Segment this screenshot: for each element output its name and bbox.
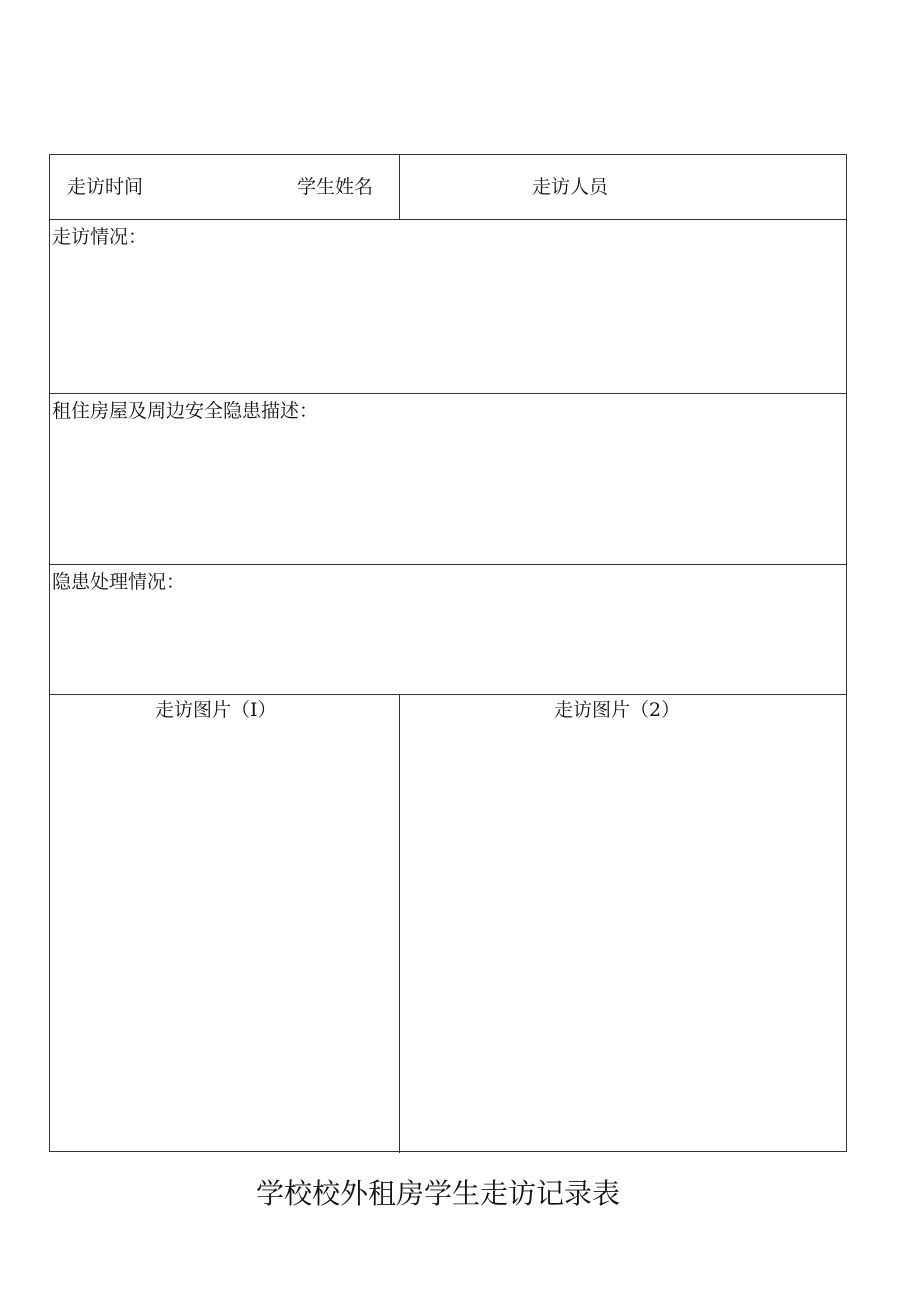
header-divider <box>399 155 400 219</box>
photos-row <box>50 694 846 1153</box>
student-name-label: 学生姓名 <box>297 176 374 198</box>
header-row <box>50 155 846 219</box>
visit-situation-label: 走访情况： <box>52 226 148 248</box>
photo-1-label: 走访图片（I） <box>155 699 277 721</box>
hazard-handling-section[interactable] <box>50 564 846 694</box>
photo-2-label: 走访图片（2） <box>554 699 681 721</box>
visit-situation-section[interactable] <box>50 219 846 393</box>
hazard-description-section[interactable] <box>50 393 846 564</box>
visit-time-label: 走访时间 <box>67 176 144 198</box>
visitor-label: 走访人员 <box>532 176 609 198</box>
hazard-description-label: 租住房屋及周边安全隐患描述： <box>52 400 319 422</box>
document-title: 学校校外租房学生走访记录表 <box>255 1177 620 1210</box>
photos-divider <box>399 695 400 1153</box>
visit-record-form <box>49 154 847 1152</box>
hazard-handling-label: 隐患处理情况： <box>52 571 186 593</box>
